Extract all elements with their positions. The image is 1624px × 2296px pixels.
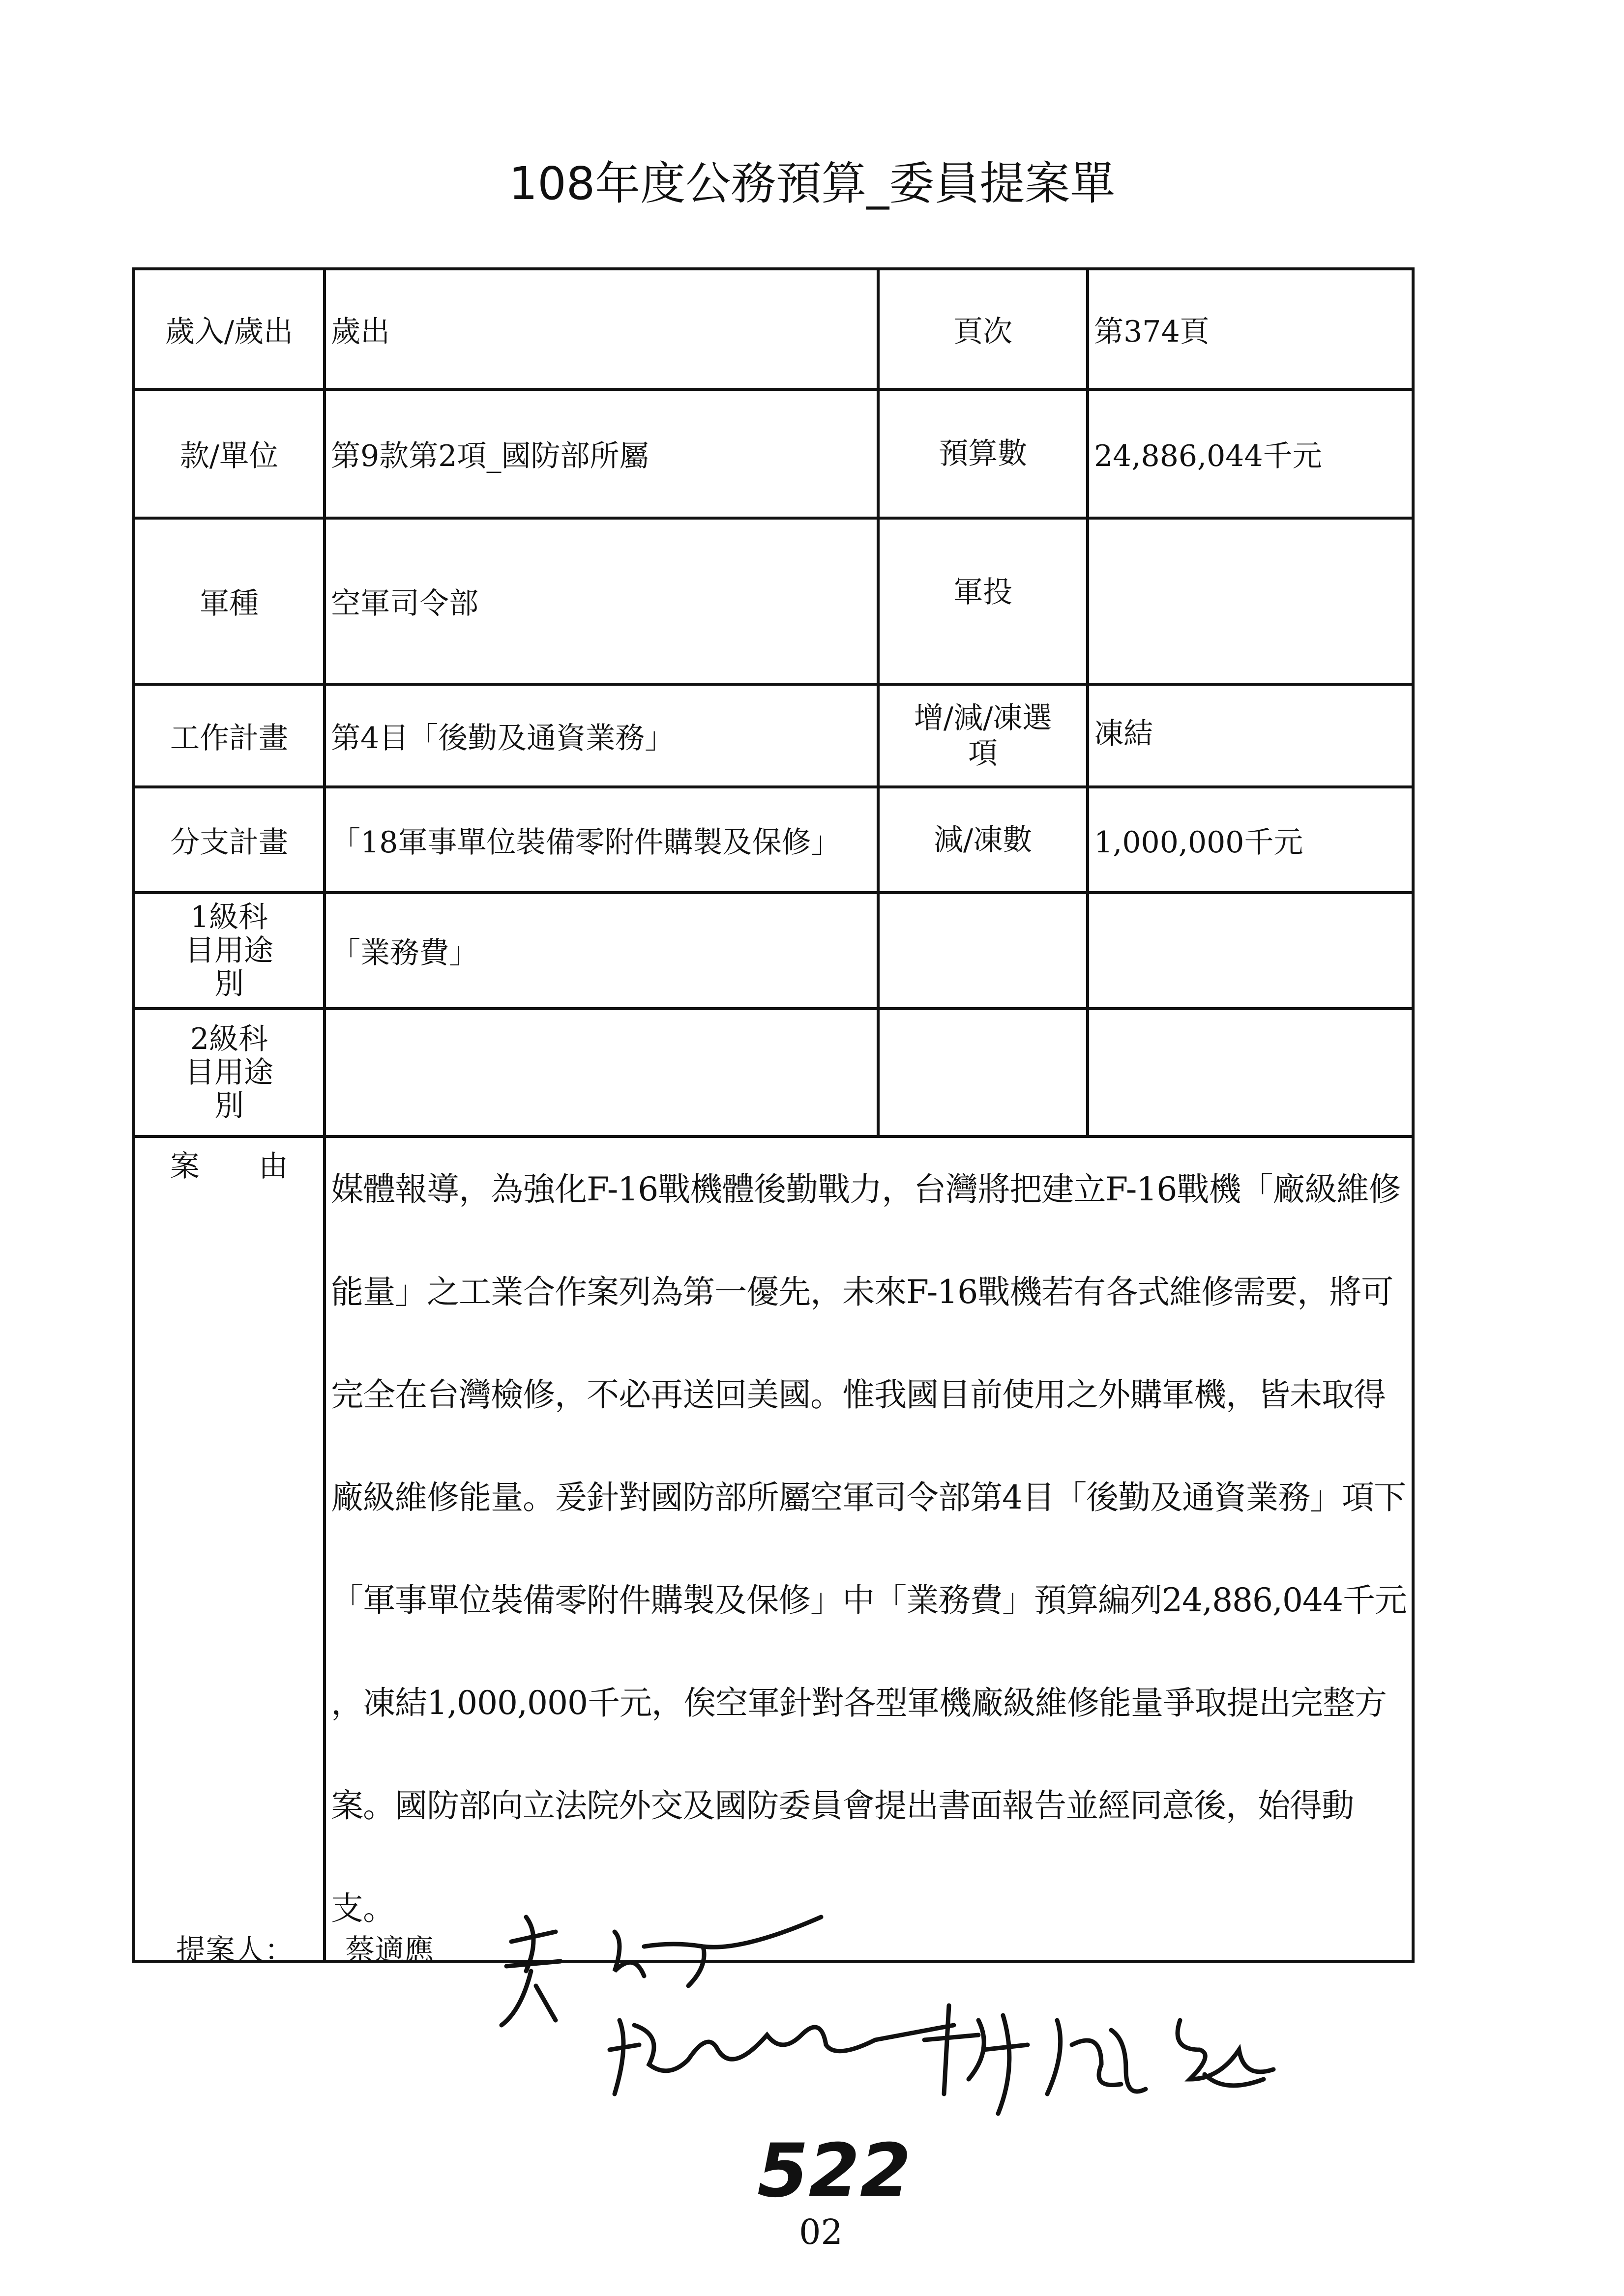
proposer-label: 提案人： [176, 1933, 294, 1968]
field-label: 增/減/凍選項 [878, 684, 1088, 787]
reason-line: 支。 [331, 1889, 395, 1927]
reason-label: 案 由 [134, 1136, 325, 1961]
field-value: 歲出 [325, 269, 878, 389]
field-value: 第9款第2項_國防部所屬 [325, 389, 878, 518]
field-value: 第4目「後勤及通資業務」 [325, 684, 878, 787]
proposer-name: 蔡適應 [345, 1933, 434, 1968]
field-value: 1,000,000千元 [1088, 787, 1413, 893]
reason-line: 廠級維修能量。爰針對國防部所屬空軍司令部第4目「後勤及通資業務」項下 [331, 1479, 1406, 1516]
field-label: 軍投 [878, 518, 1088, 684]
page-title: 108年度公務預算_委員提案單 [508, 157, 1116, 210]
stamp-number: 522 [757, 2128, 912, 2214]
page-number: 02 [799, 2212, 843, 2252]
field-label: 1級科目用途別 [134, 893, 325, 1009]
field-label: 減/凍數 [878, 787, 1088, 893]
reason-line: 媒體報導，為強化F-16戰機體後勤戰力，台灣將把建立F-16戰機「廠級維修 [331, 1170, 1401, 1208]
field-value: 凍結 [1088, 684, 1413, 787]
reason-line: 「軍事單位裝備零附件購製及保修」中「業務費」預算編列24,886,044千元 [331, 1581, 1407, 1619]
reason-line: 案。國防部向立法院外交及國防委員會提出書面報告並經同意後，始得動 [331, 1787, 1354, 1825]
field-label: 2級科目用途別 [134, 1009, 325, 1136]
field-label: 預算數 [878, 389, 1088, 518]
reason-line: ，凍結1,000,000千元，俟空軍針對各型軍機廠級維修能量爭取提出完整方 [331, 1684, 1387, 1722]
field-value: 「業務費」 [325, 893, 878, 1009]
field-label: 頁次 [878, 269, 1088, 389]
reason-line: 能量」之工業合作案列為第一優先，未來F-16戰機若有各式維修需要，將可 [331, 1273, 1393, 1311]
field-label: 分支計畫 [134, 787, 325, 893]
reason-line: 完全在台灣檢修，不必再送回美國。惟我國目前使用之外購軍機，皆未取得 [331, 1376, 1386, 1414]
field-value: 「18軍事單位裝備零附件購製及保修」 [325, 787, 878, 893]
field-label: 歲入/歲出 [134, 269, 325, 389]
field-label: 款/單位 [134, 389, 325, 518]
field-label: 工作計畫 [134, 684, 325, 787]
field-value: 第374頁 [1088, 269, 1413, 389]
field-value: 空軍司令部 [325, 518, 878, 684]
field-label: 軍種 [134, 518, 325, 684]
field-value: 24,886,044千元 [1088, 389, 1413, 518]
